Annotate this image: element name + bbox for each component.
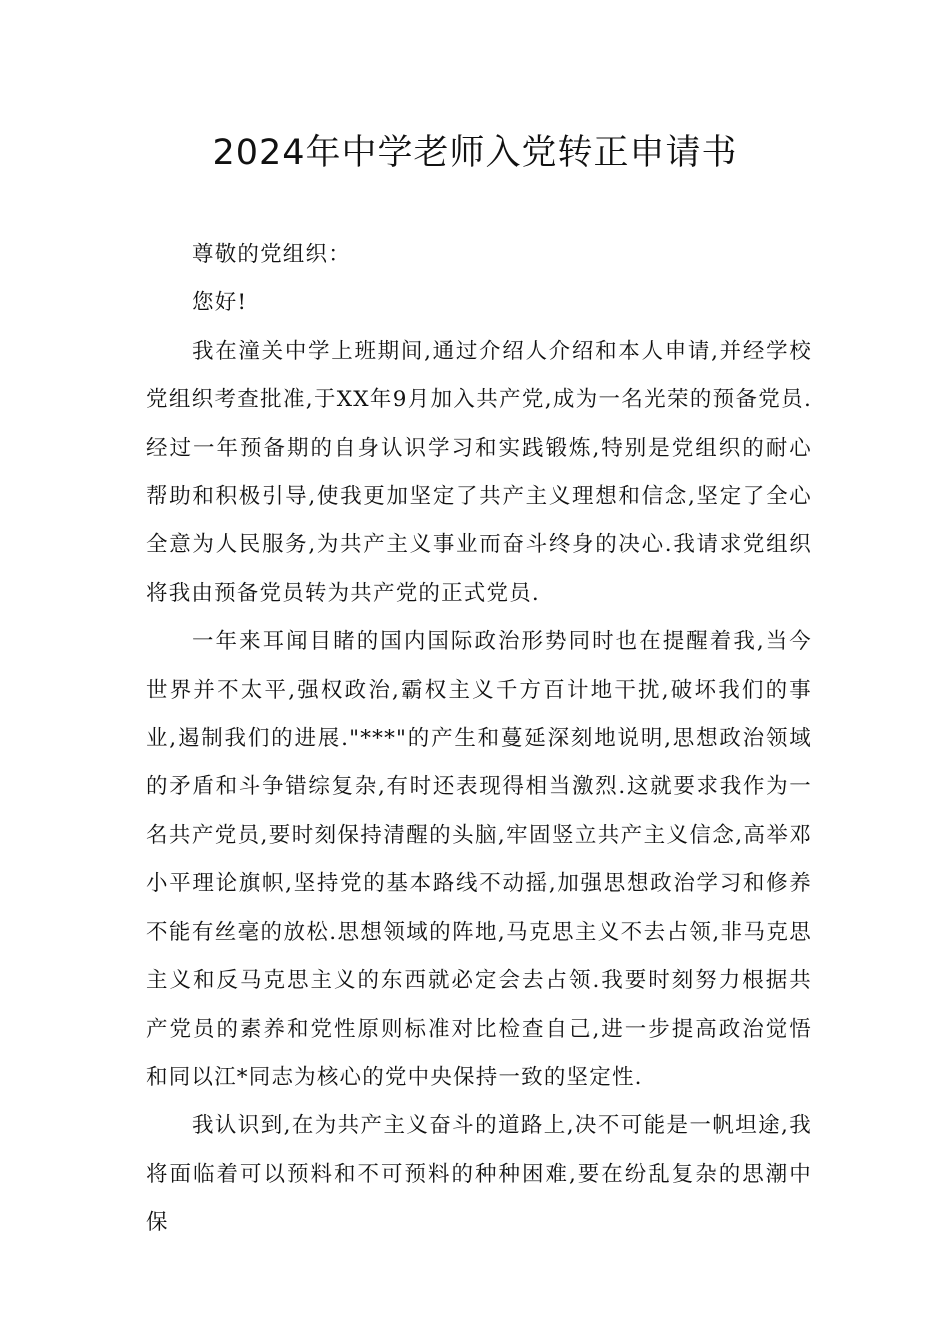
body-paragraph: 我认识到,在为共产主义奋斗的道路上,决不可能是一帆坦途,我将面临着可以预料和不可预料的种种困难,要在纷乱复杂的思潮中保 <box>146 1113 812 1236</box>
body-paragraph: 我在潼关中学上班期间,通过介绍人介绍和本人申请,并经学校党组织考查批准,于XX年9月加入共产党,成为一名光荣的预备党员.经过一年预备期的自身认识学习和实践锻炼,特别是党组织的耐心帮助和积极引导,使我更加坚定了共产主义理想和信念,坚定了全心全意为人民服务,为共产主义事业而奋斗终身的决心.我请求党组织将我由预备党员转为共产党的正式党员. <box>146 338 812 606</box>
body-paragraph: 一年来耳闻目睹的国内国际政治形势同时也在提醒着我,当今世界并不太平,强权政治,霸权主义千方百计地干扰,破坏我们的事业,遏制我们的进展."***"的产生和蔓延深刻地说明,思想政治领域的矛盾和斗争错综复杂,有时还表现得相当激烈.这就要求我作为一名共产党员,要时刻保持清醒的头脑,牢固竖立共产主义信念,高举邓小平理论旗帜,坚持党的基本路线不动摇,加强思想政治学习和修养不能有丝毫的放松.思想领域的阵地,马克思主义不去占领,非马克思主义和反马克思主义的东西就必定会去占领.我要时刻努力根据共产党员的素养和党性原则标准对比检查自己,进一步提高政治觉悟和同以江*同志为核心的党中央保持一致的坚定性. <box>146 629 812 1090</box>
document-title: 2024年中学老师入党转正申请书 <box>212 133 738 173</box>
document-body <box>146 231 812 1248</box>
salutation: 尊敬的党组织： <box>192 242 351 267</box>
greeting: 您好! <box>192 290 248 316</box>
